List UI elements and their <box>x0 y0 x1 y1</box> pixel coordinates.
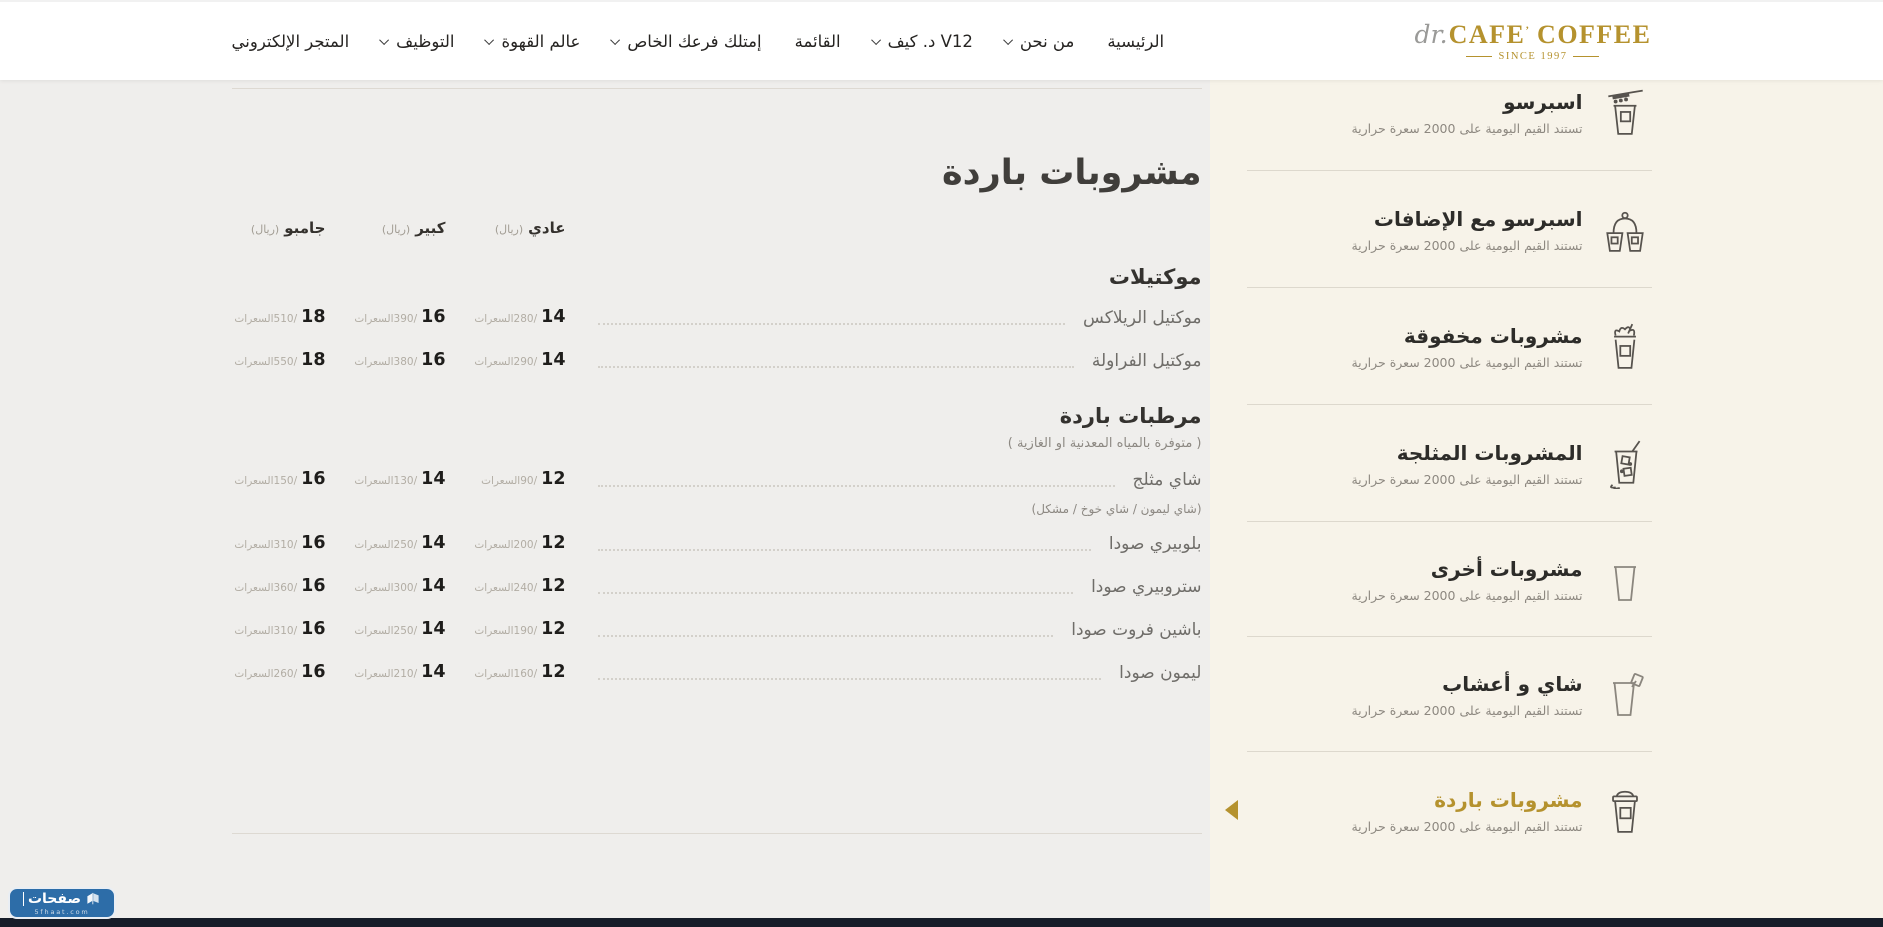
dotted-leader <box>598 323 1066 325</box>
calories-value: /360السعرات <box>234 582 298 594</box>
logo-name: CAFE’ COFFEE <box>1448 20 1652 49</box>
since-dash <box>1573 56 1599 57</box>
calories-value: /160السعرات <box>474 668 538 680</box>
price-cell-عادي <box>472 346 592 376</box>
iced-cup-icon <box>1598 439 1652 489</box>
menu-content <box>232 80 1202 918</box>
calories-value: /300السعرات <box>354 582 418 594</box>
price-cell-جامبو <box>232 615 352 645</box>
item-name-cell <box>592 658 1202 688</box>
calories-value: /250السعرات <box>354 539 418 551</box>
chevron-down-icon <box>1003 35 1013 45</box>
nav-item-label: من نحن <box>1019 31 1075 51</box>
top-divider <box>232 88 1202 89</box>
price-value: 14 <box>421 662 446 682</box>
calories-value: /90السعرات <box>481 475 538 487</box>
calories-value: /210السعرات <box>354 668 418 680</box>
logo-dr: dr. <box>1414 20 1448 49</box>
dotted-leader <box>598 485 1115 487</box>
page-title: مشروبات باردة <box>941 153 1202 193</box>
calories-value: /550السعرات <box>234 356 298 368</box>
price-cell-جامبو <box>232 658 352 688</box>
nav-item-4[interactable] <box>613 32 761 51</box>
item-name: ليمون صودا <box>1119 663 1202 683</box>
sidebar-item-0[interactable] <box>1247 80 1652 171</box>
item-name-cell <box>592 572 1202 602</box>
calorie-note: تستند القيم اليومية على 2000 سعرة حرارية <box>1351 238 1583 253</box>
since-dash <box>1466 56 1492 57</box>
logo-trademark: ’ <box>1525 24 1530 37</box>
sidebar-item-4[interactable] <box>1247 522 1652 637</box>
price-cell-كبير <box>352 465 472 495</box>
footer-strip <box>0 918 1883 927</box>
price-value: 14 <box>541 350 566 370</box>
menu-item-row <box>232 346 1202 376</box>
main-nav <box>232 32 1165 51</box>
price-value: 16 <box>301 469 326 489</box>
item-name-line <box>592 303 1202 333</box>
nav-item-6[interactable] <box>382 32 454 51</box>
item-name: بلوبيري صودا <box>1108 534 1202 554</box>
item-name-line <box>592 572 1202 602</box>
price-value: 16 <box>301 576 326 596</box>
item-name-line <box>592 346 1202 376</box>
price-cell-عادي <box>472 615 592 645</box>
sidebar-item-label: مشروبات باردة <box>1434 788 1583 812</box>
calories-value: /200السعرات <box>474 539 538 551</box>
price-cell-عادي <box>472 529 592 559</box>
price-cell-كبير <box>352 615 472 645</box>
calories-value: /390السعرات <box>354 313 418 325</box>
price-cell-جامبو <box>232 572 352 602</box>
menu-item-row <box>232 572 1202 602</box>
cup-carrier-icon <box>1598 205 1652 255</box>
sidebar-item-label: مشروبات مخفوقة <box>1403 324 1583 348</box>
sidebar-item-1[interactable] <box>1247 171 1652 288</box>
price-cell-عادي <box>472 303 592 333</box>
brand-logo[interactable] <box>1414 20 1651 62</box>
nav-item-1[interactable] <box>1006 32 1074 51</box>
sidebar-item-5[interactable] <box>1247 637 1652 752</box>
item-note: (شاي ليمون / شاي خوخ / مشكل) <box>1031 502 1202 516</box>
sidebar-item-label: مشروبات أخرى <box>1430 557 1583 581</box>
price-cell-جامبو <box>232 529 352 559</box>
price-value: 12 <box>541 619 566 639</box>
price-value: 12 <box>541 662 566 682</box>
sidebar-item-texts <box>1351 557 1582 603</box>
item-name-line <box>592 615 1202 645</box>
sidebar-item-6[interactable] <box>1247 752 1652 868</box>
calories-value: /240السعرات <box>474 582 538 594</box>
watermark-url: 5fhaat.com <box>34 907 90 916</box>
nav-item-3[interactable] <box>795 32 841 51</box>
sidebar-item-texts <box>1351 324 1582 370</box>
size-name: عادي <box>528 219 566 237</box>
cold-cup-icon <box>1598 786 1652 836</box>
calorie-note: تستند القيم اليومية على 2000 سعرة حرارية <box>1351 472 1583 487</box>
item-name: موكتيل الفراولة <box>1091 351 1202 371</box>
size-unit: (ريال) <box>381 223 411 236</box>
nav-item-label: إمتلك فرعك الخاص <box>627 31 762 51</box>
price-cell-كبير <box>352 346 472 376</box>
section-rows <box>232 303 1202 376</box>
chevron-down-icon <box>379 35 389 45</box>
sidebar-item-2[interactable] <box>1247 288 1652 405</box>
nav-item-label: المتجر الإلكتروني <box>231 31 350 51</box>
price-cell-كبير <box>352 572 472 602</box>
sidebar-item-label: شاي و أعشاب <box>1442 672 1583 696</box>
sidebar-item-texts <box>1351 788 1582 834</box>
section-rows <box>232 465 1202 688</box>
size-column-1 <box>352 219 472 237</box>
sidebar-item-label: المشروبات المثلجة <box>1396 441 1583 465</box>
espresso-cup-icon <box>1598 88 1652 138</box>
dotted-leader <box>598 592 1074 594</box>
size-column-2 <box>232 219 352 237</box>
item-name-line <box>592 529 1202 559</box>
calories-value: /380السعرات <box>354 356 418 368</box>
price-value: 12 <box>541 469 566 489</box>
size-unit: (ريال) <box>494 223 524 236</box>
chevron-down-icon <box>871 35 881 45</box>
price-cell-عادي <box>472 572 592 602</box>
price-value: 14 <box>541 307 566 327</box>
dotted-leader <box>598 635 1054 637</box>
nav-item-5[interactable] <box>487 32 580 51</box>
item-name-line <box>592 465 1202 495</box>
nav-item-label: القائمة <box>794 31 841 51</box>
dotted-leader <box>598 678 1102 680</box>
calories-value: /130السعرات <box>354 475 418 487</box>
size-column-0 <box>472 219 592 237</box>
item-name: باشين فروت صودا <box>1071 620 1202 640</box>
size-columns-header <box>232 219 1202 237</box>
calories-value: /290السعرات <box>474 356 538 368</box>
price-value: 16 <box>301 662 326 682</box>
calories-value: /510السعرات <box>234 313 298 325</box>
price-cell-كبير <box>352 658 472 688</box>
price-value: 16 <box>421 307 446 327</box>
price-cell-جامبو <box>232 465 352 495</box>
price-value: 14 <box>421 619 446 639</box>
safahat-watermark[interactable] <box>8 887 116 919</box>
menu-item-row <box>232 465 1202 516</box>
chevron-down-icon <box>485 35 495 45</box>
logo-since: SINCE 1997 <box>1466 51 1599 62</box>
site-header <box>0 0 1883 80</box>
plain-cup-icon <box>1598 556 1652 604</box>
section-heading-1: مرطبات باردة <box>1059 404 1202 428</box>
size-unit: (ريال) <box>250 223 280 236</box>
item-name-cell <box>592 303 1202 333</box>
calorie-note: تستند القيم اليومية على 2000 سعرة حرارية <box>1351 703 1583 718</box>
size-name: جامبو <box>284 219 326 237</box>
dotted-leader <box>598 549 1091 551</box>
sidebar-item-3[interactable] <box>1247 405 1652 522</box>
watermark-label: صفحات <box>23 892 81 906</box>
menu-item-row <box>232 529 1202 559</box>
price-cell-عادي <box>472 465 592 495</box>
page-body <box>0 80 1883 918</box>
tea-cup-icon <box>1598 671 1652 719</box>
item-name-cell <box>592 529 1202 559</box>
calories-value: /150السعرات <box>234 475 298 487</box>
menu-item-row <box>232 303 1202 333</box>
nav-item-label: V12 د. كيف <box>887 31 973 51</box>
price-value: 16 <box>301 533 326 553</box>
nav-item-label: عالم القهوة <box>501 31 581 51</box>
nav-item-label: التوظيف <box>396 31 455 51</box>
logo-text <box>1414 20 1651 50</box>
sidebar-item-texts <box>1351 672 1582 718</box>
price-cell-عادي <box>472 658 592 688</box>
section-heading-0: موكتيلات <box>1108 265 1202 289</box>
menu-item-row <box>232 658 1202 688</box>
calories-value: /190السعرات <box>474 625 538 637</box>
price-value: 12 <box>541 533 566 553</box>
calories-value: /310السعرات <box>234 625 298 637</box>
calories-value: /260السعرات <box>234 668 298 680</box>
nav-item-0[interactable] <box>1107 32 1164 51</box>
item-name: شاي مثلج <box>1132 470 1202 490</box>
size-header-spacer <box>592 219 1202 237</box>
sidebar-item-label: اسبرسو مع الإضافات <box>1373 207 1583 231</box>
nav-item-7[interactable] <box>232 32 350 51</box>
blended-cup-icon <box>1598 322 1652 372</box>
item-name-cell <box>592 465 1202 516</box>
active-item-marker <box>1225 800 1238 820</box>
price-value: 12 <box>541 576 566 596</box>
menu-item-row <box>232 615 1202 645</box>
price-value: 14 <box>421 533 446 553</box>
price-value: 16 <box>421 350 446 370</box>
item-name: موكتيل الريلاكس <box>1083 308 1202 328</box>
book-pages-icon <box>85 891 101 907</box>
price-cell-كبير <box>352 303 472 333</box>
size-name: كبير <box>415 219 446 237</box>
calories-value: /280السعرات <box>474 313 538 325</box>
chevron-down-icon <box>610 35 620 45</box>
calorie-note: تستند القيم اليومية على 2000 سعرة حرارية <box>1351 588 1583 603</box>
calorie-note: تستند القيم اليومية على 2000 سعرة حرارية <box>1351 819 1583 834</box>
price-cell-كبير <box>352 529 472 559</box>
calorie-note: تستند القيم اليومية على 2000 سعرة حرارية <box>1351 121 1583 136</box>
item-name-cell <box>592 615 1202 645</box>
dotted-leader <box>598 366 1074 368</box>
price-value: 18 <box>301 307 326 327</box>
item-name-cell <box>592 346 1202 376</box>
price-value: 18 <box>301 350 326 370</box>
price-value: 14 <box>421 576 446 596</box>
nav-item-label: الرئيسية <box>1107 31 1165 51</box>
price-value: 14 <box>421 469 446 489</box>
sidebar-item-label: اسبرسو <box>1503 90 1583 114</box>
calories-value: /310السعرات <box>234 539 298 551</box>
price-cell-جامبو <box>232 346 352 376</box>
watermark-row <box>23 891 101 907</box>
page-container <box>232 80 1652 918</box>
section-note: ( متوفرة بالمياه المعدنية او الغازية ) <box>1007 436 1202 451</box>
price-value: 16 <box>301 619 326 639</box>
header-inner <box>232 2 1652 80</box>
nav-item-2[interactable] <box>874 32 973 51</box>
sidebar-item-texts <box>1351 90 1582 136</box>
category-sidebar <box>1212 80 1652 918</box>
calorie-note: تستند القيم اليومية على 2000 سعرة حرارية <box>1351 355 1583 370</box>
item-name: ستروبيري صودا <box>1091 577 1202 597</box>
price-cell-جامبو <box>232 303 352 333</box>
bottom-divider <box>232 833 1202 834</box>
calories-value: /250السعرات <box>354 625 418 637</box>
sidebar-item-texts <box>1351 441 1582 487</box>
sidebar-item-texts <box>1351 207 1582 253</box>
category-list <box>1212 80 1652 868</box>
menu-sections <box>232 265 1202 688</box>
item-name-line <box>592 658 1202 688</box>
